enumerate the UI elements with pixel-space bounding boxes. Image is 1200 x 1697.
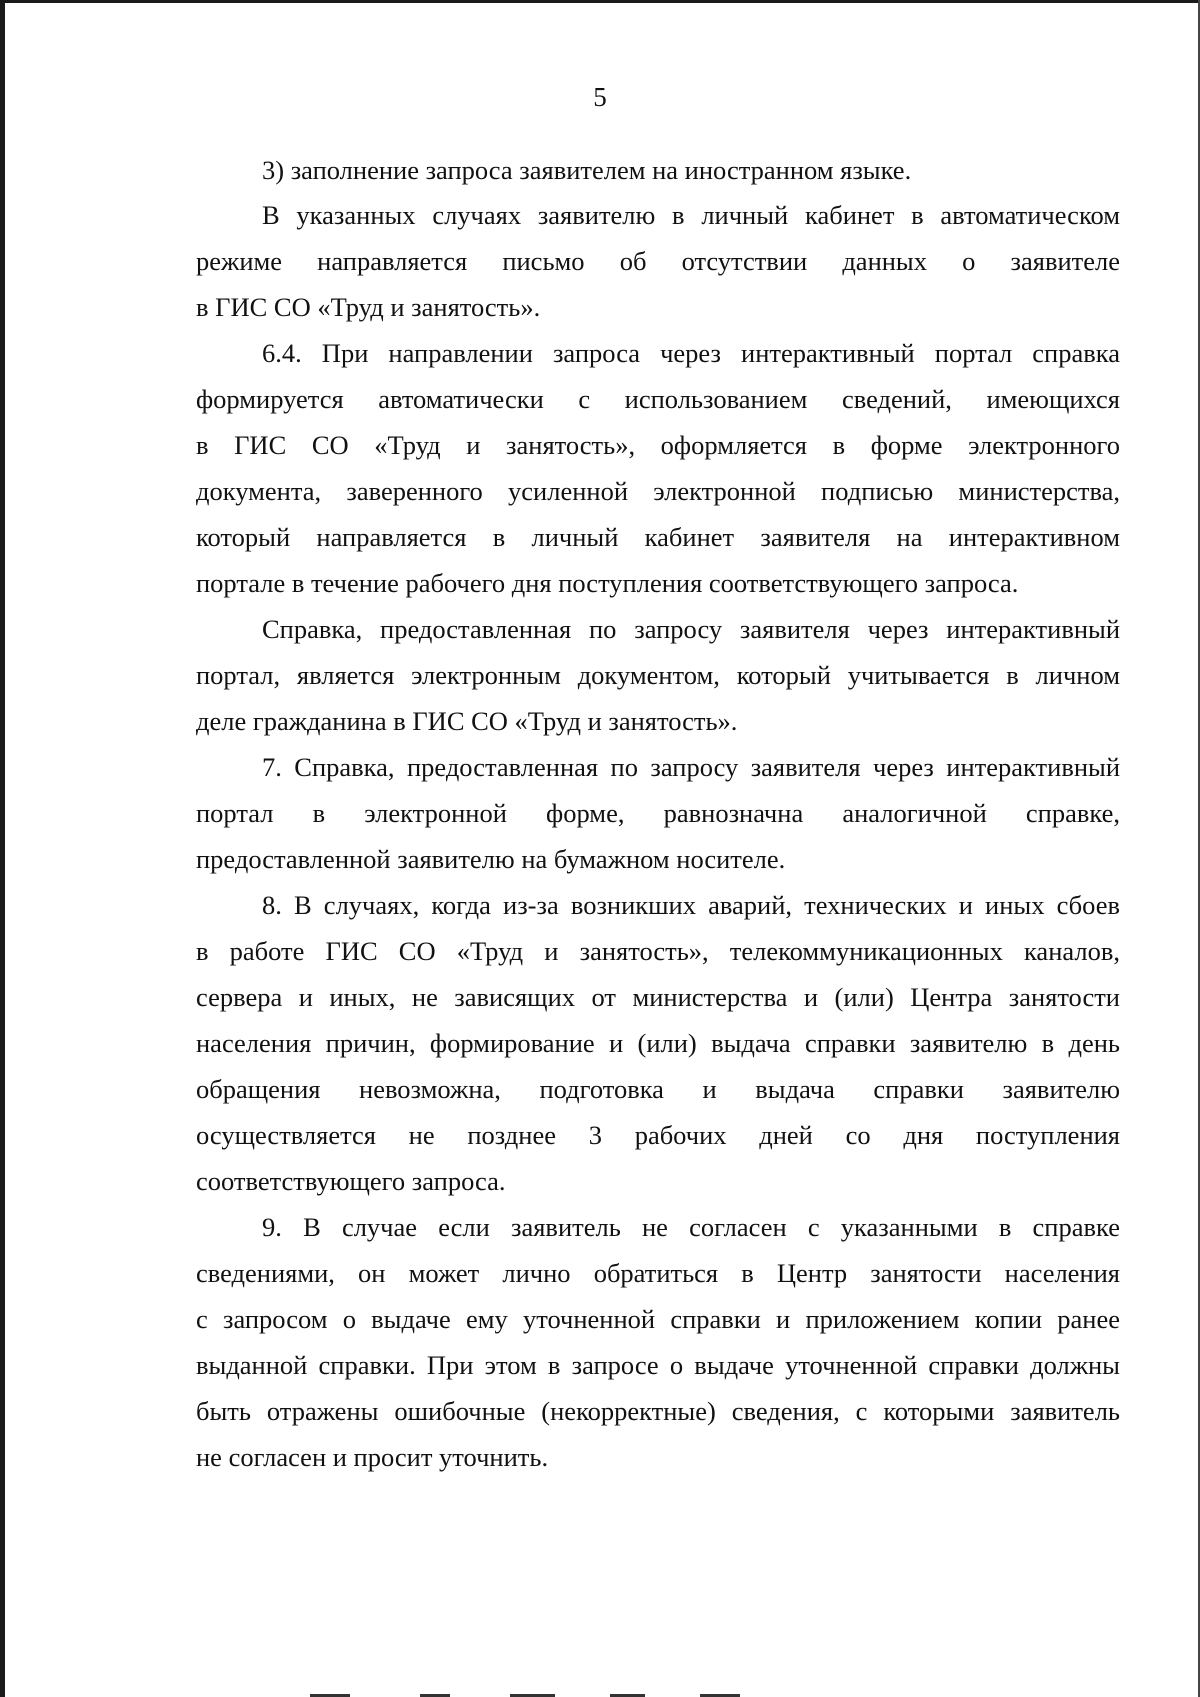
text-line: портал, является электронным документом, который учитывается в личном: [196, 660, 1120, 690]
text-line: населения причин, формирование и (или) выдача справки заявителю в день: [196, 1028, 1120, 1058]
text-line: соответствующего запроса.: [196, 1166, 506, 1196]
text-line: портал в электронной форме, равнозначна аналогичной справке,: [196, 798, 1120, 828]
text-line: 7. Справка, предоставленная по запросу заявителя через интерактивный: [262, 752, 1120, 782]
text-line: не согласен и просит уточнить.: [196, 1442, 549, 1472]
text-line: формируется автоматически с использованием сведений, имеющихся: [196, 384, 1120, 414]
text-line: режиме направляется письмо об отсутствии данных о заявителе: [196, 246, 1120, 276]
scan-border-left: [0, 0, 5, 1697]
text-line: 3) заполнение запроса заявителем на иностранном языке.: [262, 155, 912, 185]
text-line: в работе ГИС СО «Труд и занятость», телекоммуникационных каналов,: [196, 936, 1120, 966]
text-line: в ГИС СО «Труд и занятость».: [196, 292, 541, 322]
text-line: быть отражены ошибочные (некорректные) сведения, с которыми заявитель: [196, 1396, 1120, 1426]
text-line: в ГИС СО «Труд и занятость», оформляется в форме электронного: [196, 430, 1120, 460]
text-line: который направляется в личный кабинет заявителя на интерактивном: [196, 522, 1120, 552]
text-line: деле гражданина в ГИС СО «Труд и занятость».: [196, 706, 738, 736]
text-line: 8. В случаях, когда из-за возникших аварий, технических и иных сбоев: [262, 890, 1120, 920]
text-line: сервера и иных, не зависящих от министерства и (или) Центра занятости: [196, 982, 1120, 1012]
text-line: портале в течение рабочего дня поступления соответствующего запроса.: [196, 568, 1019, 598]
page-number: 5: [593, 82, 607, 112]
text-line: 9. В случае если заявитель не согласен с указанными в справке: [262, 1212, 1120, 1242]
text-line: с запросом о выдаче ему уточненной справки и приложением копии ранее: [196, 1304, 1120, 1334]
text-line: обращения невозможна, подготовка и выдача справки заявителю: [196, 1074, 1120, 1104]
text-line: документа, заверенного усиленной электронной подписью министерства,: [196, 476, 1120, 506]
text-line: предоставленной заявителю на бумажном носителе.: [196, 844, 786, 874]
scan-border-bottom: [0, 1693, 1200, 1697]
text-line: В указанных случаях заявителю в личный кабинет в автоматическом: [262, 200, 1120, 230]
text-line: выданной справки. При этом в запросе о выдаче уточненной справки должны: [196, 1350, 1120, 1380]
text-line: 6.4. При направлении запроса через интерактивный портал справка: [262, 338, 1120, 368]
text-line: осуществляется не позднее 3 рабочих дней со дня поступления: [196, 1120, 1120, 1150]
scan-border-top: [0, 0, 1200, 3]
text-line: сведениями, он может лично обратиться в Центр занятости населения: [196, 1258, 1120, 1288]
text-line: Справка, предоставленная по запросу заявителя через интерактивный: [262, 614, 1120, 644]
